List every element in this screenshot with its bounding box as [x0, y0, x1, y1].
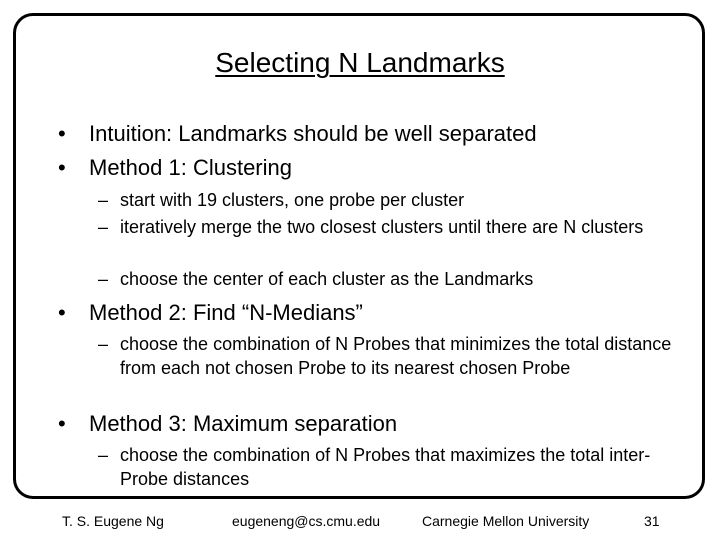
footer-institution: Carnegie Mellon University: [422, 513, 590, 529]
sub-bullet-text: choose the combination of N Probes that minimizes the total distance from each not chosen Probe to its nearest chosen Probe: [120, 334, 672, 378]
sub-bullet-marker: –: [98, 334, 109, 354]
sub-bullet-marker: –: [98, 445, 109, 465]
sub-bullet-text: iteratively merge the two closest clusters until there are N clusters: [120, 217, 644, 237]
slide-title: Selecting N Landmarks: [215, 47, 505, 78]
bullet-text: Method 1: Clustering: [89, 155, 292, 180]
bullet-marker: •: [58, 121, 66, 146]
bullet-marker: •: [58, 300, 66, 325]
bullet-text: Method 3: Maximum separation: [89, 411, 398, 436]
sub-bullet-text: choose the combination of N Probes that maximizes the total inter-Probe distances: [120, 445, 651, 489]
bullet-text: Method 2: Find “N-Medians”: [89, 300, 363, 325]
sub-bullet-text: choose the center of each cluster as the Landmarks: [120, 269, 534, 289]
footer-email: eugeneng@cs.cmu.edu: [232, 513, 381, 529]
sub-bullet-marker: –: [98, 269, 109, 289]
sub-bullet-marker: –: [98, 190, 109, 210]
bullet-marker: •: [58, 411, 66, 436]
bullet-text: Intuition: Landmarks should be well separated: [89, 121, 537, 146]
sub-bullet-text: start with 19 clusters, one probe per cluster: [120, 190, 465, 210]
bullet-marker: •: [58, 155, 66, 180]
sub-bullet-marker: –: [98, 217, 109, 237]
footer-author: T. S. Eugene Ng: [62, 513, 164, 529]
page-number: 31: [644, 513, 660, 529]
